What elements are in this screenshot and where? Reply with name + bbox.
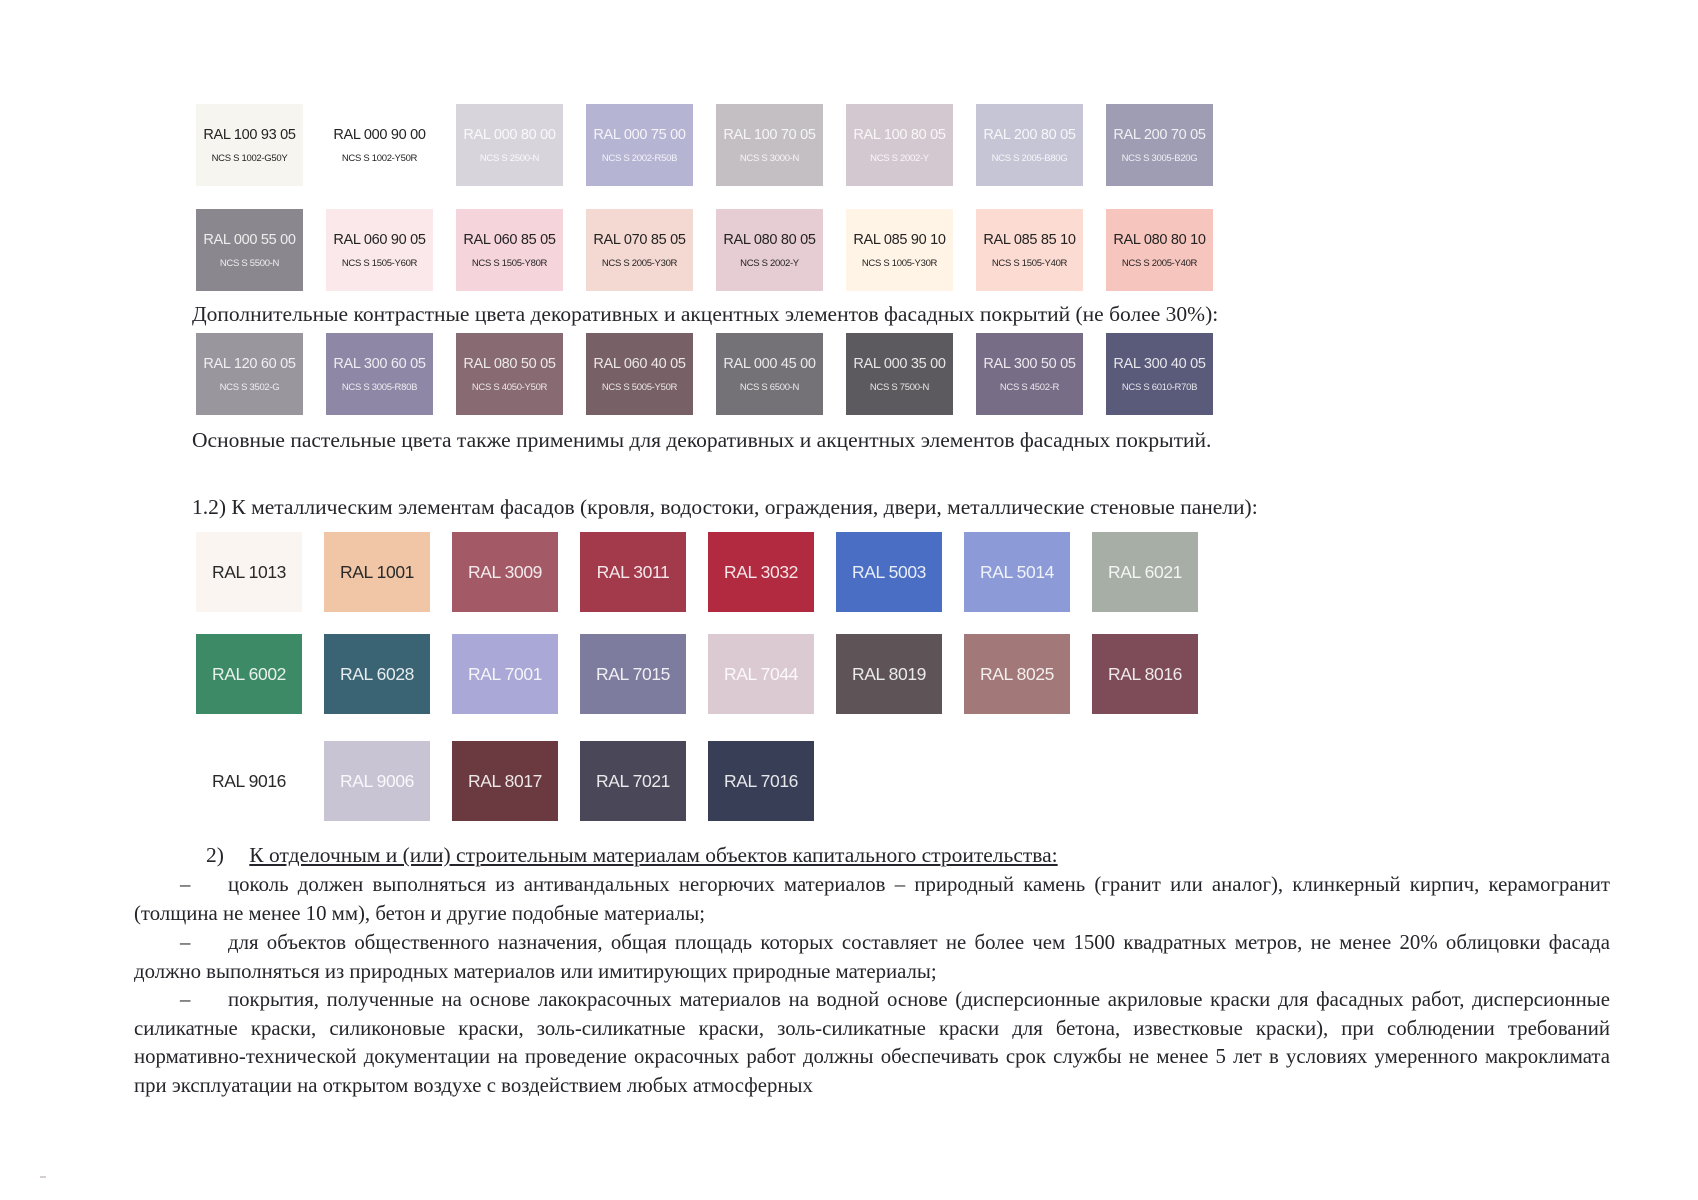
ncs-code: NCS S 2500-N xyxy=(479,152,540,164)
ral-code: RAL 070 85 05 xyxy=(593,231,686,248)
ncs-code: NCS S 6500-N xyxy=(739,381,800,393)
list-item-coatings xyxy=(134,986,1610,1100)
ncs-code: NCS S 4502-R xyxy=(999,381,1060,393)
color-swatch xyxy=(326,333,433,415)
metal-color-swatch xyxy=(452,634,558,714)
ncs-code: NCS S 3005-R80B xyxy=(341,381,418,393)
metal-color-swatch xyxy=(196,634,302,714)
ral-code: RAL 7016 xyxy=(724,770,798,791)
color-swatch xyxy=(1106,333,1213,415)
ncs-code: NCS S 1005-Y30R xyxy=(861,257,938,269)
ral-code: RAL 3011 xyxy=(596,561,670,582)
ncs-code: NCS S 3000-N xyxy=(739,152,800,164)
ncs-code: NCS S 3005-B20G xyxy=(1121,152,1198,164)
metal-color-swatch xyxy=(964,532,1070,612)
ral-code: RAL 000 80 00 xyxy=(463,126,556,143)
ral-code: RAL 8017 xyxy=(468,770,542,791)
ral-code: RAL 7001 xyxy=(468,663,542,684)
metal-color-swatch xyxy=(196,741,302,821)
color-swatch xyxy=(196,104,303,186)
color-swatch xyxy=(716,333,823,415)
ral-code: RAL 9016 xyxy=(212,770,286,791)
metal-color-swatch xyxy=(1092,532,1198,612)
list-dash: – xyxy=(180,988,191,1011)
color-swatch xyxy=(586,104,693,186)
color-swatch xyxy=(326,104,433,186)
ncs-code: NCS S 5005-Y50R xyxy=(601,381,678,393)
ral-code: RAL 5003 xyxy=(852,561,926,582)
ral-code: RAL 085 90 10 xyxy=(853,231,946,248)
ral-code: RAL 100 93 05 xyxy=(203,126,296,143)
ral-code: RAL 3009 xyxy=(468,561,542,582)
ral-code: RAL 6002 xyxy=(212,663,286,684)
color-swatch xyxy=(326,209,433,291)
list-item-text: цоколь должен выполняться из антивандальных негорючих материалов – природный камень (гранит или аналог), клинкерный кирпич, керамогранит (толщина не менее 10 мм), бетон и другие подобные материалы; xyxy=(134,873,1610,925)
ncs-code: NCS S 1505-Y80R xyxy=(471,257,548,269)
ral-code: RAL 1001 xyxy=(340,561,414,582)
color-swatch xyxy=(196,333,303,415)
ral-code: RAL 6021 xyxy=(1108,561,1182,582)
color-swatch xyxy=(976,104,1083,186)
ncs-code: NCS S 2005-Y40R xyxy=(1121,257,1198,269)
color-swatch xyxy=(586,209,693,291)
section-2-heading xyxy=(206,842,1058,868)
ral-code: RAL 6028 xyxy=(340,663,414,684)
color-swatch xyxy=(456,333,563,415)
scan-mark xyxy=(40,1176,46,1178)
ral-code: RAL 080 80 05 xyxy=(723,231,816,248)
ncs-code: NCS S 2002-Y xyxy=(870,152,929,164)
ral-code: RAL 000 75 00 xyxy=(593,126,686,143)
ral-code: RAL 200 80 05 xyxy=(983,126,1076,143)
color-swatch xyxy=(846,209,953,291)
ncs-code: NCS S 1505-Y60R xyxy=(341,257,418,269)
metal-color-swatch xyxy=(580,741,686,821)
metal-elements-heading: 1.2) К металлическим элементам фасадов (кровля, водостоки, ограждения, двери, металлические стеновые панели): xyxy=(192,495,1258,519)
metal-color-swatch xyxy=(708,532,814,612)
metal-color-swatch xyxy=(324,532,430,612)
list-item-text: покрытия, полученные на основе лакокрасочных материалов на водной основе (дисперсионные акриловые краски для фасадных работ, дисперсионные силикатные краски, силиконовые краски, золь-силикатные краски, золь-силикатные краски для бетона, известковые краски), при соблюдении требований нормативно-технической документации на проведение окрасочных работ должны обеспечивать срок службы не менее 5 лет в условиях умеренного макроклимата при эксплуатации на открытом воздухе с воздействием любых атмосферных xyxy=(134,988,1610,1097)
ral-code: RAL 300 40 05 xyxy=(1113,355,1206,372)
contrast-colors-heading: Дополнительные контрастные цвета декоративных и акцентных элементов фасадных покрытий (не более 30%): xyxy=(192,302,1219,326)
list-dash: – xyxy=(180,931,191,954)
ncs-code: NCS S 2005-B80G xyxy=(991,152,1068,164)
color-swatch xyxy=(586,333,693,415)
ral-code: RAL 100 80 05 xyxy=(853,126,946,143)
color-swatch xyxy=(716,209,823,291)
metal-color-swatch xyxy=(580,634,686,714)
ral-code: RAL 100 70 05 xyxy=(723,126,816,143)
ncs-code: NCS S 4050-Y50R xyxy=(471,381,548,393)
color-swatch xyxy=(1106,104,1213,186)
ral-code: RAL 1013 xyxy=(212,561,286,582)
metal-color-swatch xyxy=(1092,634,1198,714)
ral-code: RAL 120 60 05 xyxy=(203,355,296,372)
ncs-code: NCS S 1505-Y40R xyxy=(991,257,1068,269)
color-swatch xyxy=(976,209,1083,291)
list-item-text: для объектов общественного назначения, общая площадь которых составляет не более чем 1500 квадратных метров, не менее 20% облицовки фасада должно выполняться из природных материалов или имитирующих природные материалы; xyxy=(134,931,1610,983)
metal-color-swatch xyxy=(324,634,430,714)
metal-color-swatch xyxy=(708,634,814,714)
color-swatch xyxy=(196,209,303,291)
ral-code: RAL 300 60 05 xyxy=(333,355,426,372)
ral-code: RAL 8016 xyxy=(1108,663,1182,684)
metal-color-swatch xyxy=(836,634,942,714)
metal-color-swatch xyxy=(580,532,686,612)
metal-color-swatch xyxy=(452,741,558,821)
metal-color-swatch xyxy=(708,741,814,821)
list-item-plinth xyxy=(134,871,1610,928)
color-swatch xyxy=(1106,209,1213,291)
ral-code: RAL 9006 xyxy=(340,770,414,791)
ncs-code: NCS S 1002-G50Y xyxy=(211,152,288,164)
ral-code: RAL 8019 xyxy=(852,663,926,684)
list-dash: – xyxy=(180,873,191,896)
ral-code: RAL 300 50 05 xyxy=(983,355,1076,372)
ncs-code: NCS S 3502-G xyxy=(219,381,280,393)
ral-code: RAL 080 50 05 xyxy=(463,355,556,372)
section-2-title: К отделочным и (или) строительным материалам объектов капитального строительства: xyxy=(249,843,1058,867)
color-swatch xyxy=(846,104,953,186)
color-swatch xyxy=(716,104,823,186)
ncs-code: NCS S 2002-R50B xyxy=(601,152,678,164)
ral-code: RAL 000 90 00 xyxy=(333,126,426,143)
ral-code: RAL 3032 xyxy=(724,561,798,582)
metal-color-swatch xyxy=(324,741,430,821)
ral-code: RAL 060 40 05 xyxy=(593,355,686,372)
metal-color-swatch xyxy=(836,532,942,612)
ral-code: RAL 000 35 00 xyxy=(853,355,946,372)
ral-code: RAL 000 55 00 xyxy=(203,231,296,248)
color-swatch xyxy=(456,104,563,186)
ral-code: RAL 7044 xyxy=(724,663,798,684)
metal-color-swatch xyxy=(964,634,1070,714)
ral-code: RAL 7021 xyxy=(596,770,670,791)
list-item-public-buildings xyxy=(134,929,1610,986)
ncs-code: NCS S 1002-Y50R xyxy=(341,152,418,164)
color-swatch xyxy=(456,209,563,291)
ncs-code: NCS S 2002-Y xyxy=(740,257,799,269)
pastel-colors-note: Основные пастельные цвета также применимы для декоративных и акцентных элементов фасадных покрытий. xyxy=(192,428,1212,452)
ncs-code: NCS S 7500-N xyxy=(869,381,930,393)
metal-color-swatch xyxy=(452,532,558,612)
ral-code: RAL 060 90 05 xyxy=(333,231,426,248)
ral-code: RAL 7015 xyxy=(596,663,670,684)
ncs-code: NCS S 2005-Y30R xyxy=(601,257,678,269)
ral-code: RAL 080 80 10 xyxy=(1113,231,1206,248)
metal-color-swatch xyxy=(196,532,302,612)
ral-code: RAL 8025 xyxy=(980,663,1054,684)
ral-code: RAL 200 70 05 xyxy=(1113,126,1206,143)
ncs-code: NCS S 6010-R70B xyxy=(1121,381,1198,393)
ncs-code: NCS S 5500-N xyxy=(219,257,280,269)
ral-code: RAL 060 85 05 xyxy=(463,231,556,248)
color-swatch xyxy=(976,333,1083,415)
color-swatch xyxy=(846,333,953,415)
ral-code: RAL 000 45 00 xyxy=(723,355,816,372)
ral-code: RAL 085 85 10 xyxy=(983,231,1076,248)
ral-code: RAL 5014 xyxy=(980,561,1054,582)
section-2-number: 2) xyxy=(206,843,224,867)
